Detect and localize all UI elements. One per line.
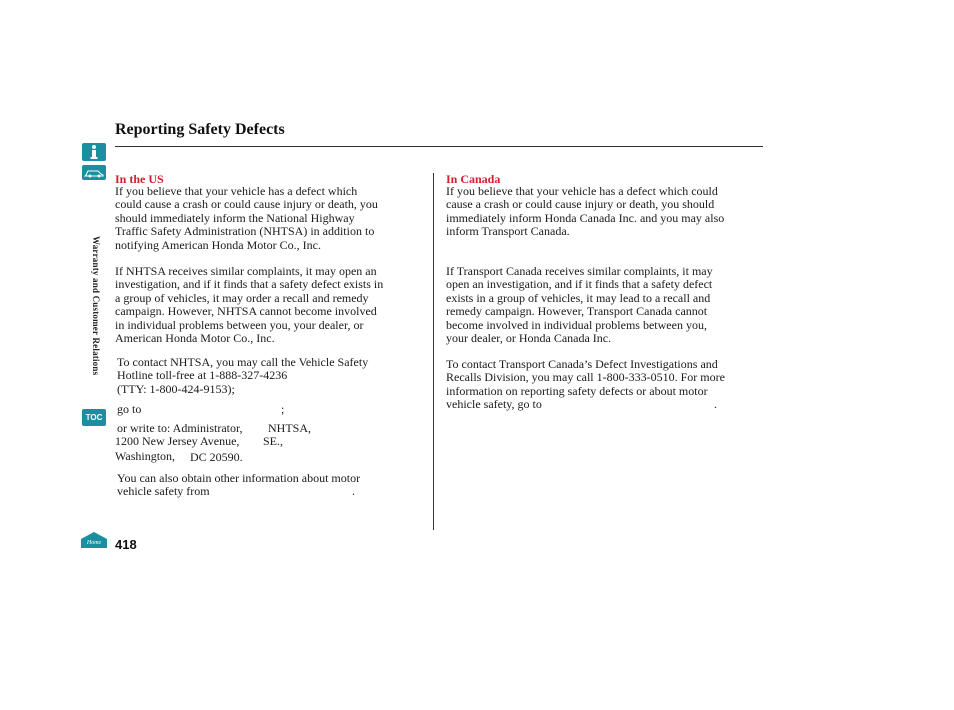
us-paragraph-3: To contact NHTSA, you may call the Vehicle Safety Hotline toll-free at 1-888-327-4236 (TTY: 1-800-424-9153); — [117, 355, 369, 396]
us-paragraph-1: If you believe that your vehicle has a defect which could cause a crash or could cause injury or death, you should immediately inform the National Highway Traffic Safety Administration (NHTSA) in addition to notifying American Honda Motor Co., Inc. — [115, 184, 378, 252]
us-write-address: 1200 New Jersey Avenue, — [115, 434, 240, 448]
us-paragraph-4-line2: vehicle safety from — [117, 484, 210, 498]
canada-paragraph-3-end: . — [714, 397, 717, 411]
us-write-nhtsa: NHTSA, — [268, 421, 312, 435]
us-write-address-se: SE., — [263, 434, 284, 448]
car-icon[interactable] — [82, 165, 106, 180]
column-divider — [433, 173, 434, 530]
canada-paragraph-2: If Transport Canada receives similar complaints, it may open an investigation, and if it finds that a safety defect exists in a group of vehicles, it may lead to a recall and remedy campaign. However, Transport Canada cannot become involved in individual problems between you, your dealer, or Honda Canada Inc. — [446, 264, 713, 346]
side-section-label: Warranty and Customer Relations — [91, 236, 101, 376]
us-goto-end: ; — [281, 402, 285, 416]
us-write-dc: DC 20590. — [190, 450, 243, 464]
us-write-city: Washington, — [115, 449, 176, 463]
us-paragraph-4-line1: You can also obtain other information about motor — [117, 471, 361, 485]
us-heading: In the US — [115, 172, 164, 186]
svg-text:Home: Home — [86, 540, 102, 546]
canada-heading: In Canada — [446, 172, 501, 186]
us-write-prefix: or write to: Administrator, — [117, 421, 243, 435]
canada-paragraph-3: To contact Transport Canada’s Defect Investigations and Recalls Division, you may call 1-800-333-0510. For more information on reporting safety defects or about motor vehicle safety, go to — [446, 357, 725, 412]
info-icon[interactable] — [82, 143, 106, 161]
page-title: Reporting Safety Defects — [115, 121, 285, 138]
title-divider — [115, 146, 763, 147]
us-goto-text: go to — [117, 402, 142, 416]
us-paragraph-4-end: . — [352, 484, 355, 498]
canada-paragraph-1: If you believe that your vehicle has a defect which could cause a crash or could cause injury or death, you should immediately inform Honda Canada Inc. and you may also inform Transport Canada. — [446, 184, 725, 239]
home-icon[interactable] — [80, 531, 108, 549]
toc-button[interactable]: TOC — [82, 409, 106, 426]
us-paragraph-2: If NHTSA receives similar complaints, it may open an investigation, and if it finds that a safety defect exists in a group of vehicles, it may order a recall and remedy campaign. However, NHTSA cannot become involved in individual problems between you, your dealer, or American Honda Motor Co., Inc. — [115, 264, 384, 346]
page-number: 418 — [115, 537, 137, 552]
